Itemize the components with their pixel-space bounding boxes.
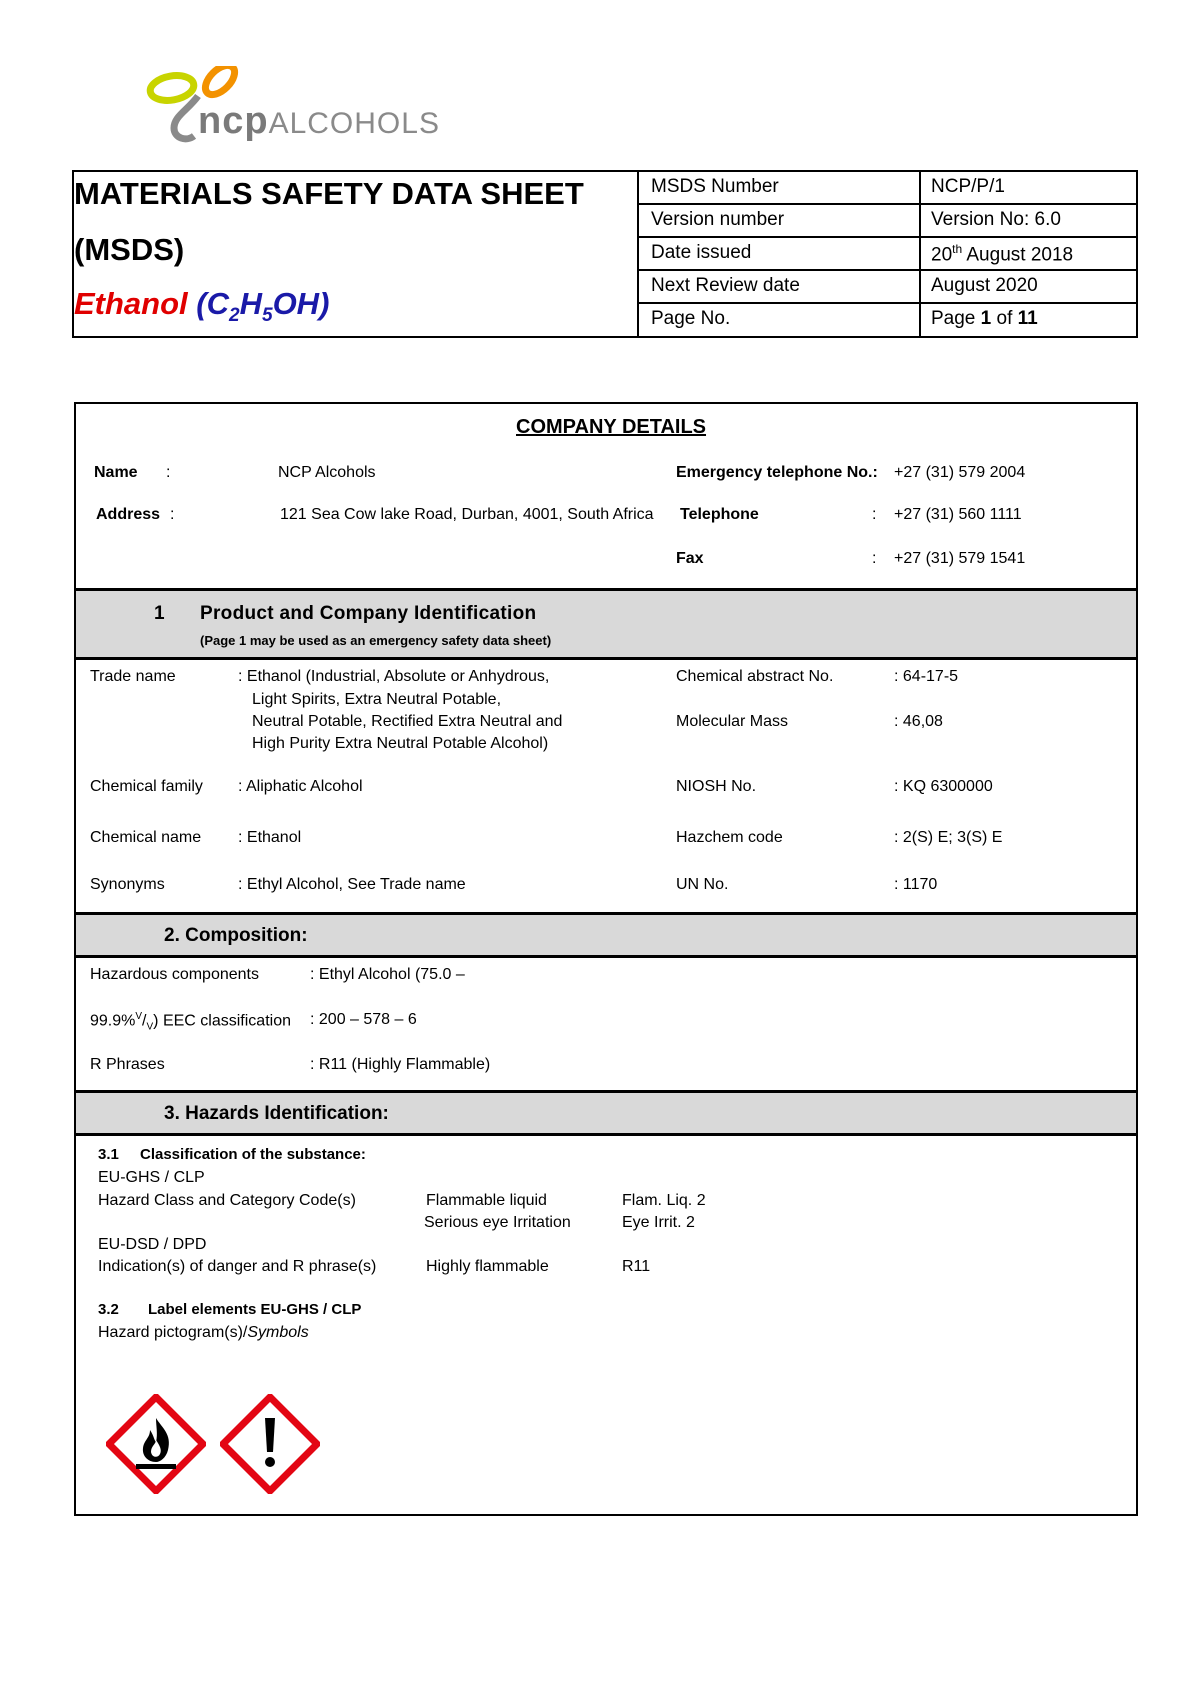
eye-irritation-code: Eye Irrit. 2	[622, 1214, 695, 1231]
name-colon: :	[166, 464, 171, 481]
eu-dsd-label: EU-DSD / DPD	[98, 1236, 207, 1253]
header-column-divider	[919, 172, 921, 336]
emergency-phone-label: Emergency telephone No.:	[676, 464, 878, 481]
address-colon: :	[170, 506, 175, 523]
company-address-value: 121 Sea Cow lake Road, Durban, 4001, South Africa	[280, 506, 654, 523]
address-label: Address	[96, 506, 161, 523]
synonyms-label: Synonyms	[90, 876, 165, 893]
telephone-value: +27 (31) 560 1111	[894, 506, 1022, 523]
un-number-label: UN No.	[676, 876, 729, 893]
trade-name-line-2: Light Spirits, Extra Neutral Potable,	[252, 691, 502, 708]
concentration-percent: 99.9%	[90, 1012, 136, 1030]
formula-sub: 5	[261, 305, 273, 327]
formula-sub: 2	[229, 305, 240, 327]
synonyms-value: : Ethyl Alcohol, See Trade name	[238, 876, 466, 893]
subsection-3-1-title: Classification of the substance:	[140, 1146, 366, 1163]
page-prefix: Page	[931, 308, 981, 329]
trade-name-line-3: Neutral Potable, Rectified Extra Neutral and	[252, 713, 563, 730]
hazchem-value: : 2(S) E; 3(S) E	[894, 829, 1003, 846]
header-row-label: Next Review date	[651, 275, 800, 296]
niosh-value: : KQ 6300000	[894, 778, 993, 795]
eu-ghs-label: EU-GHS / CLP	[98, 1169, 205, 1186]
un-number-value: : 1170	[894, 876, 938, 893]
header-row-msds-number	[639, 172, 1136, 205]
fax-value: +27 (31) 579 1541	[894, 550, 1026, 567]
flammable-liquid-text: Flammable liquid	[426, 1192, 547, 1209]
document-title: MATERIALS SAFETY DATA SHEET	[74, 176, 584, 211]
header-row-value: NCP/P/1	[931, 176, 1005, 197]
document-header-table	[72, 170, 1138, 338]
section-3-header	[76, 1090, 1136, 1136]
fax-label: Fax	[676, 550, 704, 567]
header-row-value	[931, 308, 1038, 330]
section-2-header	[76, 912, 1136, 958]
logo-text-alcohols: ALCOHOLS	[268, 107, 440, 140]
telephone-colon: :	[872, 506, 877, 523]
flammable-code: Flam. Liq. 2	[622, 1192, 706, 1209]
header-row-label: MSDS Number	[651, 176, 779, 197]
product-formula	[196, 286, 330, 327]
chemical-name-label: Chemical name	[90, 829, 202, 846]
section-1-number: 1	[154, 603, 165, 624]
formula-part: (C	[196, 286, 230, 321]
header-row-label: Date issued	[651, 242, 752, 263]
eec-classification-value: : 200 – 578 – 6	[310, 1011, 417, 1028]
molecular-mass-value: : 46,08	[894, 713, 943, 730]
molecular-mass-label: Molecular Mass	[676, 713, 789, 730]
chemical-name-value: : Ethanol	[238, 829, 302, 846]
pictogram-label-text: Hazard pictogram(s)/	[98, 1324, 248, 1341]
section-1-subtitle: (Page 1 may be used as an emergency safety data sheet)	[200, 633, 552, 648]
concentration-sub: V	[146, 1021, 154, 1033]
highly-flammable-text: Highly flammable	[426, 1258, 549, 1275]
page-total: 11	[1017, 308, 1038, 329]
hazchem-label: Hazchem code	[676, 829, 783, 846]
section-2-title: 2. Composition:	[164, 925, 308, 946]
formula-part: H	[239, 286, 262, 321]
msds-content-frame	[74, 402, 1138, 1516]
header-row-value: August 2020	[931, 275, 1038, 296]
section-3-title: 3. Hazards Identification:	[164, 1103, 389, 1124]
chemical-family-value: : Aliphatic Alcohol	[238, 778, 363, 795]
subsection-3-2-title: Label elements EU-GHS / CLP	[148, 1301, 362, 1318]
page-current: 1	[980, 308, 992, 329]
flame-pictogram-icon	[106, 1394, 206, 1494]
pictogram-label-symbols: Symbols	[247, 1324, 309, 1341]
date-month-year: August 2018	[962, 244, 1074, 266]
section-1-title: Product and Company Identification	[200, 603, 537, 624]
header-row-next-review	[639, 271, 1136, 304]
date-day: 20	[931, 244, 953, 266]
product-title	[74, 286, 639, 327]
trade-name-line-4: High Purity Extra Neutral Potable Alcohol)	[252, 735, 549, 752]
logo-wordmark	[198, 100, 440, 143]
cas-value: : 64-17-5	[894, 668, 959, 685]
chemical-family-label: Chemical family	[90, 778, 203, 795]
concentration-line	[90, 1011, 291, 1033]
cas-label: Chemical abstract No.	[676, 668, 834, 685]
exclamation-pictogram-icon	[220, 1394, 320, 1494]
hazard-pictogram-label	[98, 1324, 309, 1342]
section-1-header	[76, 588, 1136, 660]
subsection-3-2-number: 3.2	[98, 1301, 119, 1318]
product-name: Ethanol	[74, 286, 188, 321]
header-row-page-no	[639, 304, 1136, 337]
r11-code: R11	[622, 1258, 651, 1275]
trade-name-label: Trade name	[90, 668, 176, 685]
hazardous-components-value: : Ethyl Alcohol (75.0 –	[310, 966, 465, 983]
r-phrases-value: : R11 (Highly Flammable)	[310, 1056, 491, 1073]
header-row-label: Page No.	[651, 308, 731, 329]
page-of: of	[991, 308, 1018, 329]
concentration-sup: V	[135, 1011, 143, 1022]
formula-part: OH)	[272, 286, 330, 321]
concentration-slash: /	[142, 1012, 147, 1030]
telephone-label: Telephone	[680, 506, 759, 523]
header-row-label: Version number	[651, 209, 785, 230]
company-details-heading: COMPANY DETAILS	[516, 416, 707, 438]
eec-classification-label: ) EEC classification	[153, 1012, 291, 1030]
fax-colon: :	[872, 550, 877, 567]
hazard-class-label: Hazard Class and Category Code(s)	[98, 1192, 356, 1209]
header-row-version	[639, 205, 1136, 238]
r-phrases-label: R Phrases	[90, 1056, 165, 1073]
logo-text-ncp: ncp	[198, 100, 269, 142]
date-suffix: th	[952, 242, 963, 256]
eye-irritation-text: Serious eye Irritation	[424, 1214, 571, 1231]
header-row-date-issued	[639, 238, 1136, 271]
niosh-label: NIOSH No.	[676, 778, 757, 795]
document-title-abbrev: (MSDS)	[74, 232, 185, 267]
trade-name-line-1: : Ethanol (Industrial, Absolute or Anhydrous,	[238, 668, 550, 685]
subsection-3-1-number: 3.1	[98, 1146, 119, 1163]
header-row-value: Version No: 6.0	[931, 209, 1061, 230]
name-label: Name	[94, 464, 138, 481]
header-row-value	[931, 242, 1073, 266]
indication-danger-label: Indication(s) of danger and R phrase(s)	[98, 1258, 377, 1275]
hazardous-components-label: Hazardous components	[90, 966, 259, 983]
emergency-phone-value: +27 (31) 579 2004	[894, 464, 1026, 481]
company-name-value: NCP Alcohols	[278, 464, 376, 481]
